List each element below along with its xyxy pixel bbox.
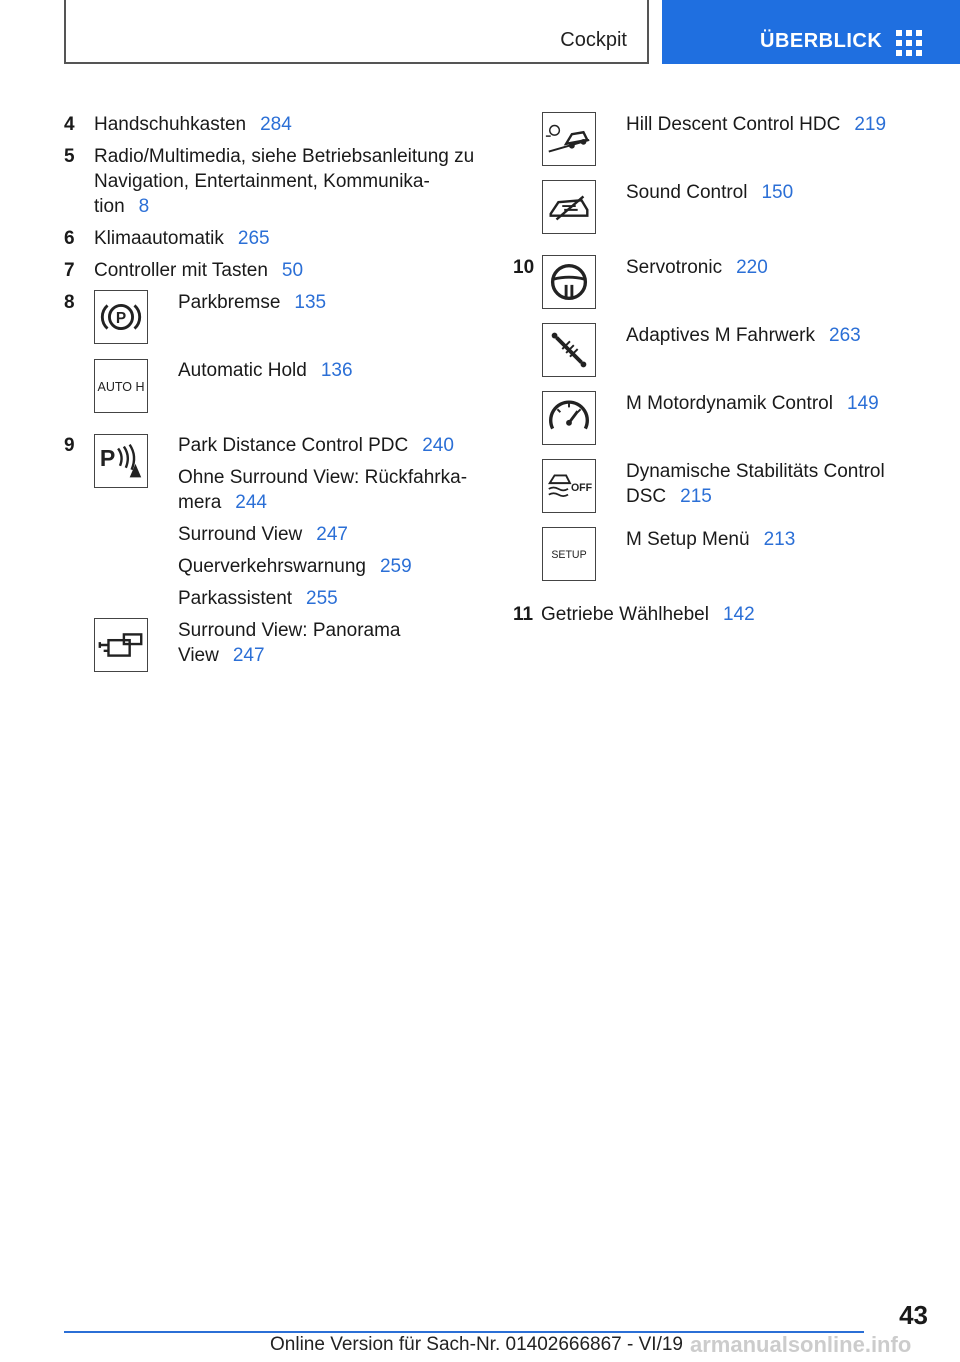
- list-item: [626, 391, 879, 416]
- setup-icon: [542, 527, 596, 581]
- item-text: Getriebe Wählhebel: [541, 604, 709, 625]
- list-item: [94, 258, 303, 283]
- list-item: [94, 144, 484, 219]
- item-text: Handschuhkasten: [94, 114, 247, 135]
- steering-wheel-icon: [542, 255, 596, 309]
- dsc-off-label: OFF: [570, 481, 593, 494]
- item-text: Surround View: [178, 524, 303, 545]
- item-number: 8: [64, 292, 75, 313]
- page-ref-link[interactable]: 263: [829, 325, 861, 346]
- list-item: [178, 433, 454, 458]
- item-text: Servotronic: [626, 257, 723, 278]
- list-item: [626, 527, 795, 552]
- item-text: Dynamische Stabilitäts Control: [626, 461, 885, 482]
- page-ref-link[interactable]: 265: [237, 228, 270, 249]
- item-text: Sound Control: [626, 182, 748, 203]
- auto-h-icon: [94, 359, 148, 413]
- footer-text: Online Version für Sach-Nr. 01402666867 - VI/19: [270, 1334, 683, 1355]
- list-item: [626, 459, 926, 509]
- list-item: [626, 112, 886, 137]
- hill-descent-icon: [542, 112, 596, 166]
- header-chapter-tab[interactable]: [662, 0, 960, 64]
- section-title: Cockpit: [560, 29, 627, 51]
- list-item: [94, 112, 292, 137]
- list-item: [178, 554, 412, 579]
- item-text: M Setup Menü: [626, 529, 750, 550]
- item-text: Hill Descent Control HDC: [626, 114, 841, 135]
- page-ref-link[interactable]: 255: [306, 588, 338, 609]
- grid-menu-icon[interactable]: [896, 30, 922, 52]
- item-text: Klimaautomatik: [94, 228, 224, 249]
- list-item: [626, 255, 768, 280]
- page-ref-link[interactable]: 284: [260, 114, 292, 135]
- list-item: [178, 522, 348, 547]
- page-ref-link[interactable]: 149: [846, 393, 879, 414]
- item-number: 11: [513, 604, 534, 625]
- page-ref-link[interactable]: 150: [761, 182, 794, 203]
- list-item: [178, 465, 478, 515]
- page-ref-link[interactable]: 244: [235, 492, 267, 513]
- list-item: [178, 586, 338, 611]
- page-ref-link[interactable]: 142: [722, 604, 755, 625]
- item-number: 6: [64, 228, 75, 249]
- item-number: 10: [513, 257, 535, 278]
- list-item: [178, 290, 326, 315]
- page-number: 43: [899, 1300, 928, 1330]
- page-ref-link[interactable]: 50: [281, 260, 304, 281]
- parking-brake-icon: [94, 290, 148, 344]
- auto-h-label: AUTO H: [97, 379, 145, 394]
- item-text: tion: [94, 196, 125, 217]
- dsc-off-icon: [542, 459, 596, 513]
- page-ref-link[interactable]: 219: [854, 114, 887, 135]
- panorama-view-icon: [94, 618, 148, 672]
- item-text: Park Distance Control PDC: [178, 435, 409, 456]
- watermark: armanualsonline.info: [690, 1332, 912, 1357]
- chapter-title: ÜBERBLICK: [760, 30, 883, 52]
- list-item: [94, 226, 270, 251]
- item-number: 9: [64, 435, 75, 456]
- item-text: Automatic Hold: [178, 360, 307, 381]
- page-ref-link[interactable]: 247: [232, 645, 265, 666]
- item-number: 7: [64, 260, 75, 281]
- item-text: Querverkehrswarnung: [178, 556, 366, 577]
- suspension-icon: [542, 323, 596, 377]
- item-text: Parkassistent: [178, 588, 293, 609]
- item-text: Parkbremse: [178, 292, 281, 313]
- sound-control-icon: [542, 180, 596, 234]
- item-text: Adaptives M Fahrwerk: [626, 325, 816, 346]
- page-ref-link[interactable]: 136: [320, 360, 353, 381]
- page-ref-link[interactable]: 220: [736, 257, 768, 278]
- svg-text:P: P: [99, 444, 116, 471]
- item-number: 4: [64, 114, 75, 135]
- setup-label: SETUP: [551, 548, 587, 561]
- park-distance-icon: [94, 434, 148, 488]
- list-item: [178, 358, 353, 383]
- header-section-box: [64, 0, 649, 64]
- item-text: View: [178, 645, 219, 666]
- list-item: [626, 323, 861, 348]
- page-ref-link[interactable]: 259: [379, 556, 412, 577]
- page-ref-link[interactable]: 215: [680, 486, 712, 507]
- page-ref-link[interactable]: 213: [763, 529, 796, 550]
- page-ref-link[interactable]: 8: [138, 196, 150, 217]
- list-item: [541, 602, 755, 627]
- item-text: Radio/Multimedia, siehe Betriebsanleitung zu: [94, 146, 475, 167]
- page-ref-link[interactable]: 247: [316, 524, 348, 545]
- item-text: Controller mit Tasten: [94, 260, 268, 281]
- svg-text:P: P: [115, 309, 127, 327]
- item-text: DSC: [626, 486, 667, 507]
- item-text: Ohne Surround View: Rückfahrka-: [178, 467, 468, 488]
- item-text: Navigation, Entertainment, Kommunika-: [94, 171, 430, 192]
- page-ref-link[interactable]: 135: [294, 292, 327, 313]
- item-number: 5: [64, 146, 75, 167]
- list-item: [178, 618, 478, 668]
- page-ref-link[interactable]: 240: [422, 435, 454, 456]
- list-item: [626, 180, 793, 205]
- item-text: M Motordynamik Control: [626, 393, 833, 414]
- item-text: mera: [178, 492, 222, 513]
- gauge-icon: [542, 391, 596, 445]
- item-text: Surround View: Panorama: [178, 620, 401, 641]
